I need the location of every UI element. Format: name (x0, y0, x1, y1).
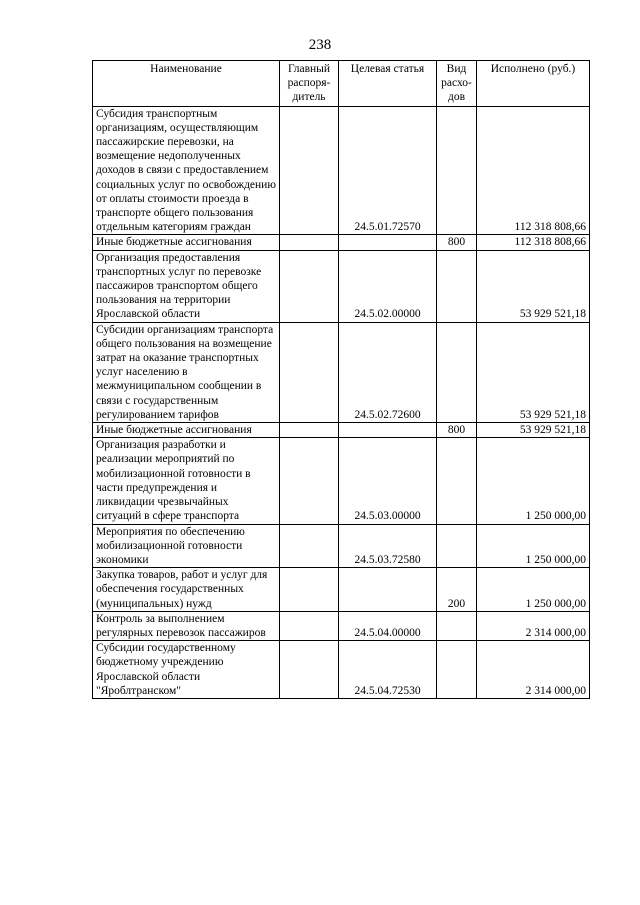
cell-type (437, 322, 477, 422)
cell-amount: 112 318 808,66 (477, 235, 590, 250)
table-row (93, 250, 590, 322)
cell-admin (280, 438, 339, 524)
cell-amount: 53 929 521,18 (477, 250, 590, 322)
cell-type (437, 250, 477, 322)
cell-target: 24.5.04.00000 (339, 611, 437, 640)
table-row (93, 423, 590, 438)
cell-admin (280, 423, 339, 438)
cell-admin (280, 235, 339, 250)
budget-table (92, 60, 590, 699)
header-target: Целевая статья (339, 61, 437, 107)
cell-type (437, 641, 477, 699)
table-row (93, 641, 590, 699)
page-number: 238 (308, 37, 332, 53)
cell-name: Контроль за выполнением регулярных перевозок пассажиров (93, 611, 280, 640)
cell-target: 24.5.02.72600 (339, 322, 437, 422)
cell-amount: 2 314 000,00 (477, 641, 590, 699)
cell-type (437, 524, 477, 568)
table-row (93, 524, 590, 568)
cell-admin (280, 641, 339, 699)
cell-name: Субсидия транспортным организациям, осуществляющим пассажирские перевозки, на возмещение недополученных доходов в связи с предоставлением социальных услуг по освобождению от оплаты стоимости проезда в транспорте общего пользования отдельным категориям граждан (93, 106, 280, 235)
cell-type: 800 (437, 423, 477, 438)
cell-type: 800 (437, 235, 477, 250)
table-header-row (93, 61, 590, 107)
cell-admin (280, 322, 339, 422)
cell-name: Мероприятия по обеспечению мобилизационной готовности экономики (93, 524, 280, 568)
cell-type (437, 106, 477, 235)
cell-amount: 53 929 521,18 (477, 322, 590, 422)
cell-name: Организация разработки и реализации мероприятий по мобилизационной готовности в части предупреждения и ликвидации чрезвычайных ситуаций в сфере транспорта (93, 438, 280, 524)
cell-target: 24.5.04.72530 (339, 641, 437, 699)
header-amount: Исполнено (руб.) (477, 61, 590, 107)
cell-amount: 1 250 000,00 (477, 568, 590, 612)
header-admin: Главный распоря-дитель (280, 61, 339, 107)
table-row (93, 106, 590, 235)
cell-amount: 53 929 521,18 (477, 423, 590, 438)
cell-target: 24.5.03.00000 (339, 438, 437, 524)
table-row (93, 568, 590, 612)
cell-type (437, 611, 477, 640)
cell-name: Субсидии организациям транспорта общего пользования на возмещение затрат на оказание транспортных услуг населению в межмуниципальном сообщении в связи с государственным регулированием тарифов (93, 322, 280, 422)
cell-admin (280, 250, 339, 322)
cell-target (339, 568, 437, 612)
cell-amount: 2 314 000,00 (477, 611, 590, 640)
header-type: Вид расхо-дов (437, 61, 477, 107)
cell-name: Иные бюджетные ассигнования (93, 423, 280, 438)
cell-admin (280, 568, 339, 612)
cell-target: 24.5.01.72570 (339, 106, 437, 235)
cell-name: Субсидии государственному бюджетному учреждению Ярославской области "Яроблтранском" (93, 641, 280, 699)
cell-admin (280, 611, 339, 640)
cell-admin (280, 106, 339, 235)
cell-name: Закупка товаров, работ и услуг для обеспечения государственных (муниципальных) нужд (93, 568, 280, 612)
table-row (93, 438, 590, 524)
cell-type (437, 438, 477, 524)
cell-type: 200 (437, 568, 477, 612)
cell-amount: 1 250 000,00 (477, 524, 590, 568)
header-name: Наименование (93, 61, 280, 107)
table-row (93, 322, 590, 422)
cell-name: Организация предоставления транспортных услуг по перевозке пассажиров транспортом общего пользования на территории Ярославской области (93, 250, 280, 322)
cell-target: 24.5.02.00000 (339, 250, 437, 322)
cell-target: 24.5.03.72580 (339, 524, 437, 568)
cell-amount: 1 250 000,00 (477, 438, 590, 524)
cell-target (339, 423, 437, 438)
cell-admin (280, 524, 339, 568)
cell-amount: 112 318 808,66 (477, 106, 590, 235)
table-row (93, 235, 590, 250)
cell-name: Иные бюджетные ассигнования (93, 235, 280, 250)
table-row (93, 611, 590, 640)
cell-target (339, 235, 437, 250)
